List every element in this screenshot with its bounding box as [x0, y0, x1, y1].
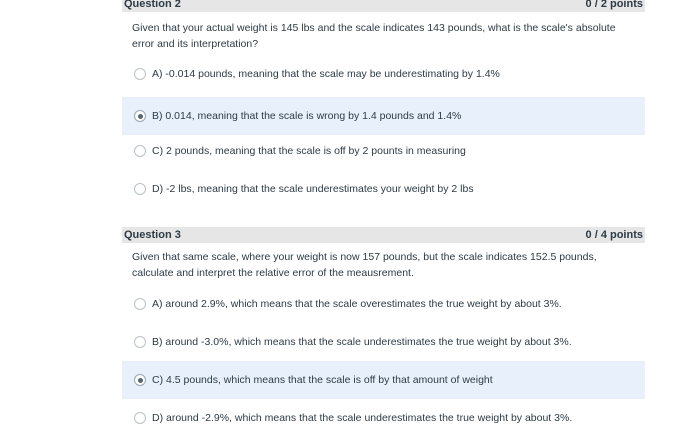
question-title: Question 3	[124, 229, 181, 241]
radio-icon[interactable]	[134, 298, 146, 310]
answer-option-d[interactable]	[122, 170, 645, 208]
answer-label: C) 4.5 pounds, which means that the scale is off by that amount of weight	[152, 374, 493, 386]
answer-option-a[interactable]	[122, 285, 645, 323]
question-points: 0 / 4 points	[585, 229, 643, 241]
answer-option-c[interactable]	[122, 361, 645, 399]
question-2	[122, 0, 645, 195]
radio-icon[interactable]	[134, 68, 146, 80]
question-title: Question 2	[124, 0, 181, 10]
answer-option-b[interactable]	[122, 323, 645, 361]
question-text: Given that same scale, where your weight is now 157 pounds, but the scale indicates 152.5 pounds, calculate and interpret the relative error of the meausrement.	[132, 251, 597, 279]
radio-icon[interactable]	[134, 145, 146, 157]
answer-option-c[interactable]	[122, 132, 645, 170]
radio-checked-icon[interactable]	[134, 110, 146, 122]
radio-icon[interactable]	[134, 183, 146, 195]
answer-label: C) 2 pounds, meaning that the scale is off by 2 pounts in measuring	[152, 145, 466, 157]
answer-label: B) around -3.0%, which means that the scale underestimates the true weight by about 3%.	[152, 336, 572, 348]
question-text: Given that your actual weight is 145 lbs and the scale indicates 143 pounds, what is the scale's absolute error and its interpretation?	[132, 22, 616, 50]
radio-icon[interactable]	[134, 336, 146, 348]
answer-option-b[interactable]	[122, 97, 645, 135]
answer-option-a[interactable]	[122, 55, 645, 93]
answer-label: D) -2 lbs, meaning that the scale underestimates your weight by 2 lbs	[152, 183, 474, 195]
answer-label: B) 0.014, meaning that the scale is wrong by 1.4 pounds and 1.4%	[152, 110, 462, 122]
radio-icon[interactable]	[134, 412, 146, 424]
question-header	[122, 0, 645, 12]
answer-label: A) around 2.9%, which means that the scale overestimates the true weight by about 3%.	[152, 298, 562, 310]
answer-option-d[interactable]	[122, 399, 645, 437]
question-header	[122, 227, 645, 243]
question-points: 0 / 2 points	[585, 0, 643, 10]
answer-label: D) around -2.9%, which means that the scale underestimates the true weight by about 3%.	[152, 412, 573, 424]
radio-checked-icon[interactable]	[134, 374, 146, 386]
question-3	[122, 227, 645, 424]
answer-label: A) -0.014 pounds, meaning that the scale may be underestimating by 1.4%	[152, 68, 500, 80]
